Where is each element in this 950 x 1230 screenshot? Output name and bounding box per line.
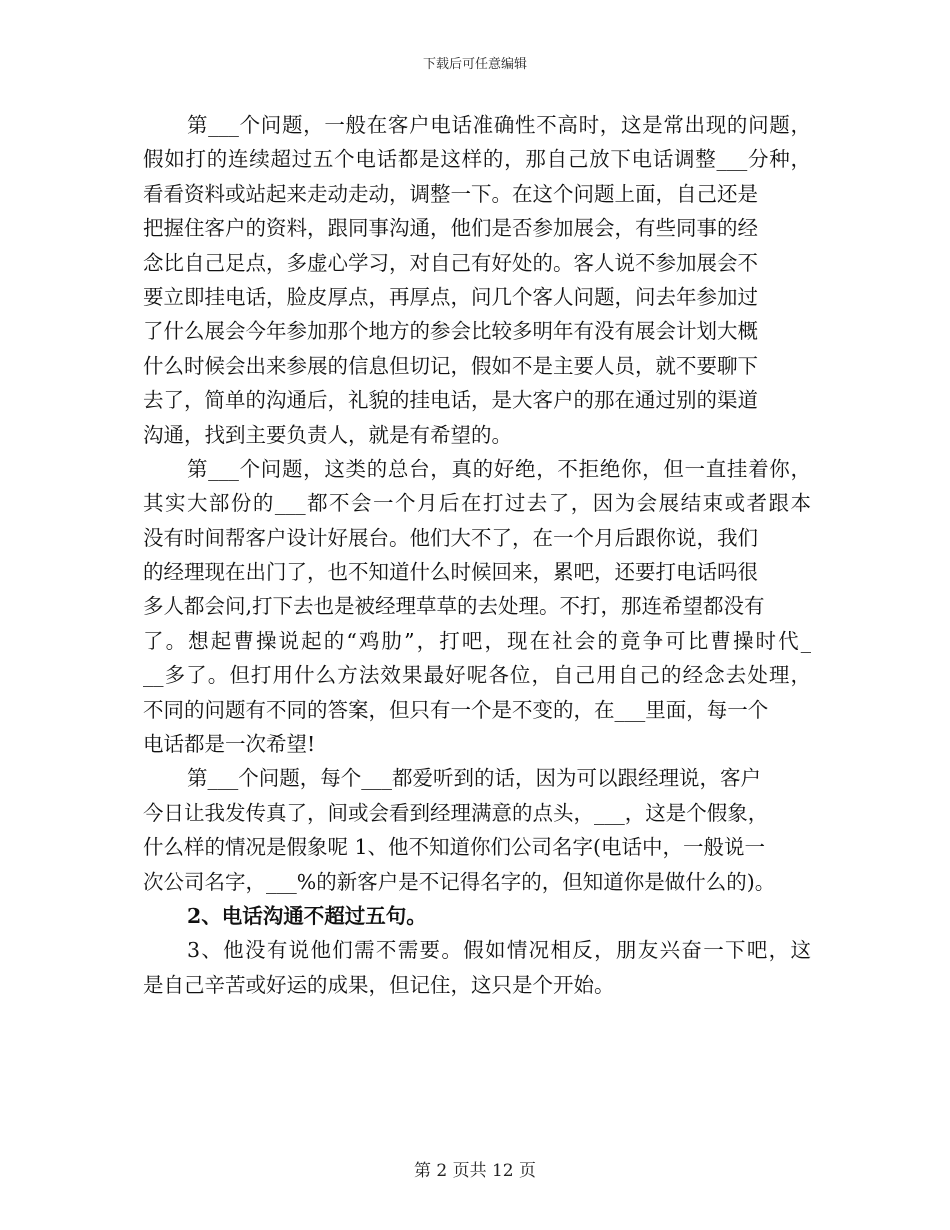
text-line: 其实大部份的___都不会一个月后在打过去了，因为会展结束或者跟本: [143, 491, 811, 516]
page-header: 下载后可任意编辑: [422, 57, 527, 72]
text-line: 要立即挂电话，脸皮厚点，再厚点，问几个客人问题，问去年参加过: [143, 284, 758, 309]
text-line: 3、他没有说他们需不需要。假如情况相反，朋友兴奋一下吧，这: [187, 938, 811, 963]
text-line: 看看资料或站起来走动走动，调整一下。在这个问题上面，自己还是: [143, 181, 758, 206]
text-line: 什么样的情况是假象呢 1、他不知道你们公司名字(电话中，一般说一: [143, 835, 766, 860]
document-body: [143, 108, 811, 1002]
text-line: 次公司名字，___%的新客户是不记得名字的，但知道你是做什么的)。: [143, 869, 776, 894]
text-line: 第___个问题，这类的总台，真的好绝，不拒绝你，但一直挂着你，: [187, 456, 811, 481]
page-footer: 第 2 页共 12 页: [413, 1161, 537, 1181]
text-line: 的经理现在出门了，也不知道什么时候回来，累吧，还要打电话吗很: [143, 560, 758, 585]
text-line: 了什么展会今年参加那个地方的参会比较多明年有没有展会计划大概: [143, 319, 758, 344]
text-line: 假如打的连续超过五个电话都是这样的，那自己放下电话调整___分种，: [143, 147, 811, 172]
text-line: 不同的问题有不同的答案，但只有一个是不变的，在___里面，每一个: [143, 697, 769, 722]
text-line: 把握住客户的资料，跟同事沟通，他们是否参加展会，有些同事的经: [143, 216, 758, 241]
text-line: 2、电话沟通不超过五句。: [187, 903, 427, 928]
text-line: 什么时候会出来参展的信息但切记，假如不是主要人员，就不要聊下: [143, 353, 758, 378]
text-line: 了。想起曹操说起的“鸡肋”，打吧，现在社会的竟争可比曹操时代_: [143, 628, 811, 653]
text-line: 多人都会问,打下去也是被经理草草的去处理。不打，那连希望都没有: [143, 594, 765, 619]
text-line: 电话都是一次希望!: [143, 732, 316, 757]
text-line: 念比自己足点，多虚心学习，对自己有好处的。客人说不参加展会不: [143, 250, 758, 275]
text-line: 今日让我发传真了，间或会看到经理满意的点头，___，这是个假象，: [143, 800, 769, 825]
text-line: 沟通，找到主要负责人，就是有希望的。: [143, 422, 512, 447]
text-line: 去了，简单的沟通后，礼貌的挂电话，是大客户的那在通过别的渠道: [143, 388, 758, 413]
text-line: 第___个问题，一般在客户电话准确性不高时，这是常出现的问题，: [187, 113, 811, 137]
text-line: 第___个问题，每个___都爱听到的话，因为可以跟经理说，客户: [187, 766, 761, 791]
text-line: 没有时间帮客户设计好展台。他们大不了，在一个月后跟你说，我们: [143, 525, 758, 550]
text-line: 是自己辛苦或好运的成果，但记住，这只是个开始。: [143, 972, 615, 997]
text-line: __多了。但打用什么方法效果最好呢各位，自己用自己的经念去处理，: [143, 663, 811, 688]
